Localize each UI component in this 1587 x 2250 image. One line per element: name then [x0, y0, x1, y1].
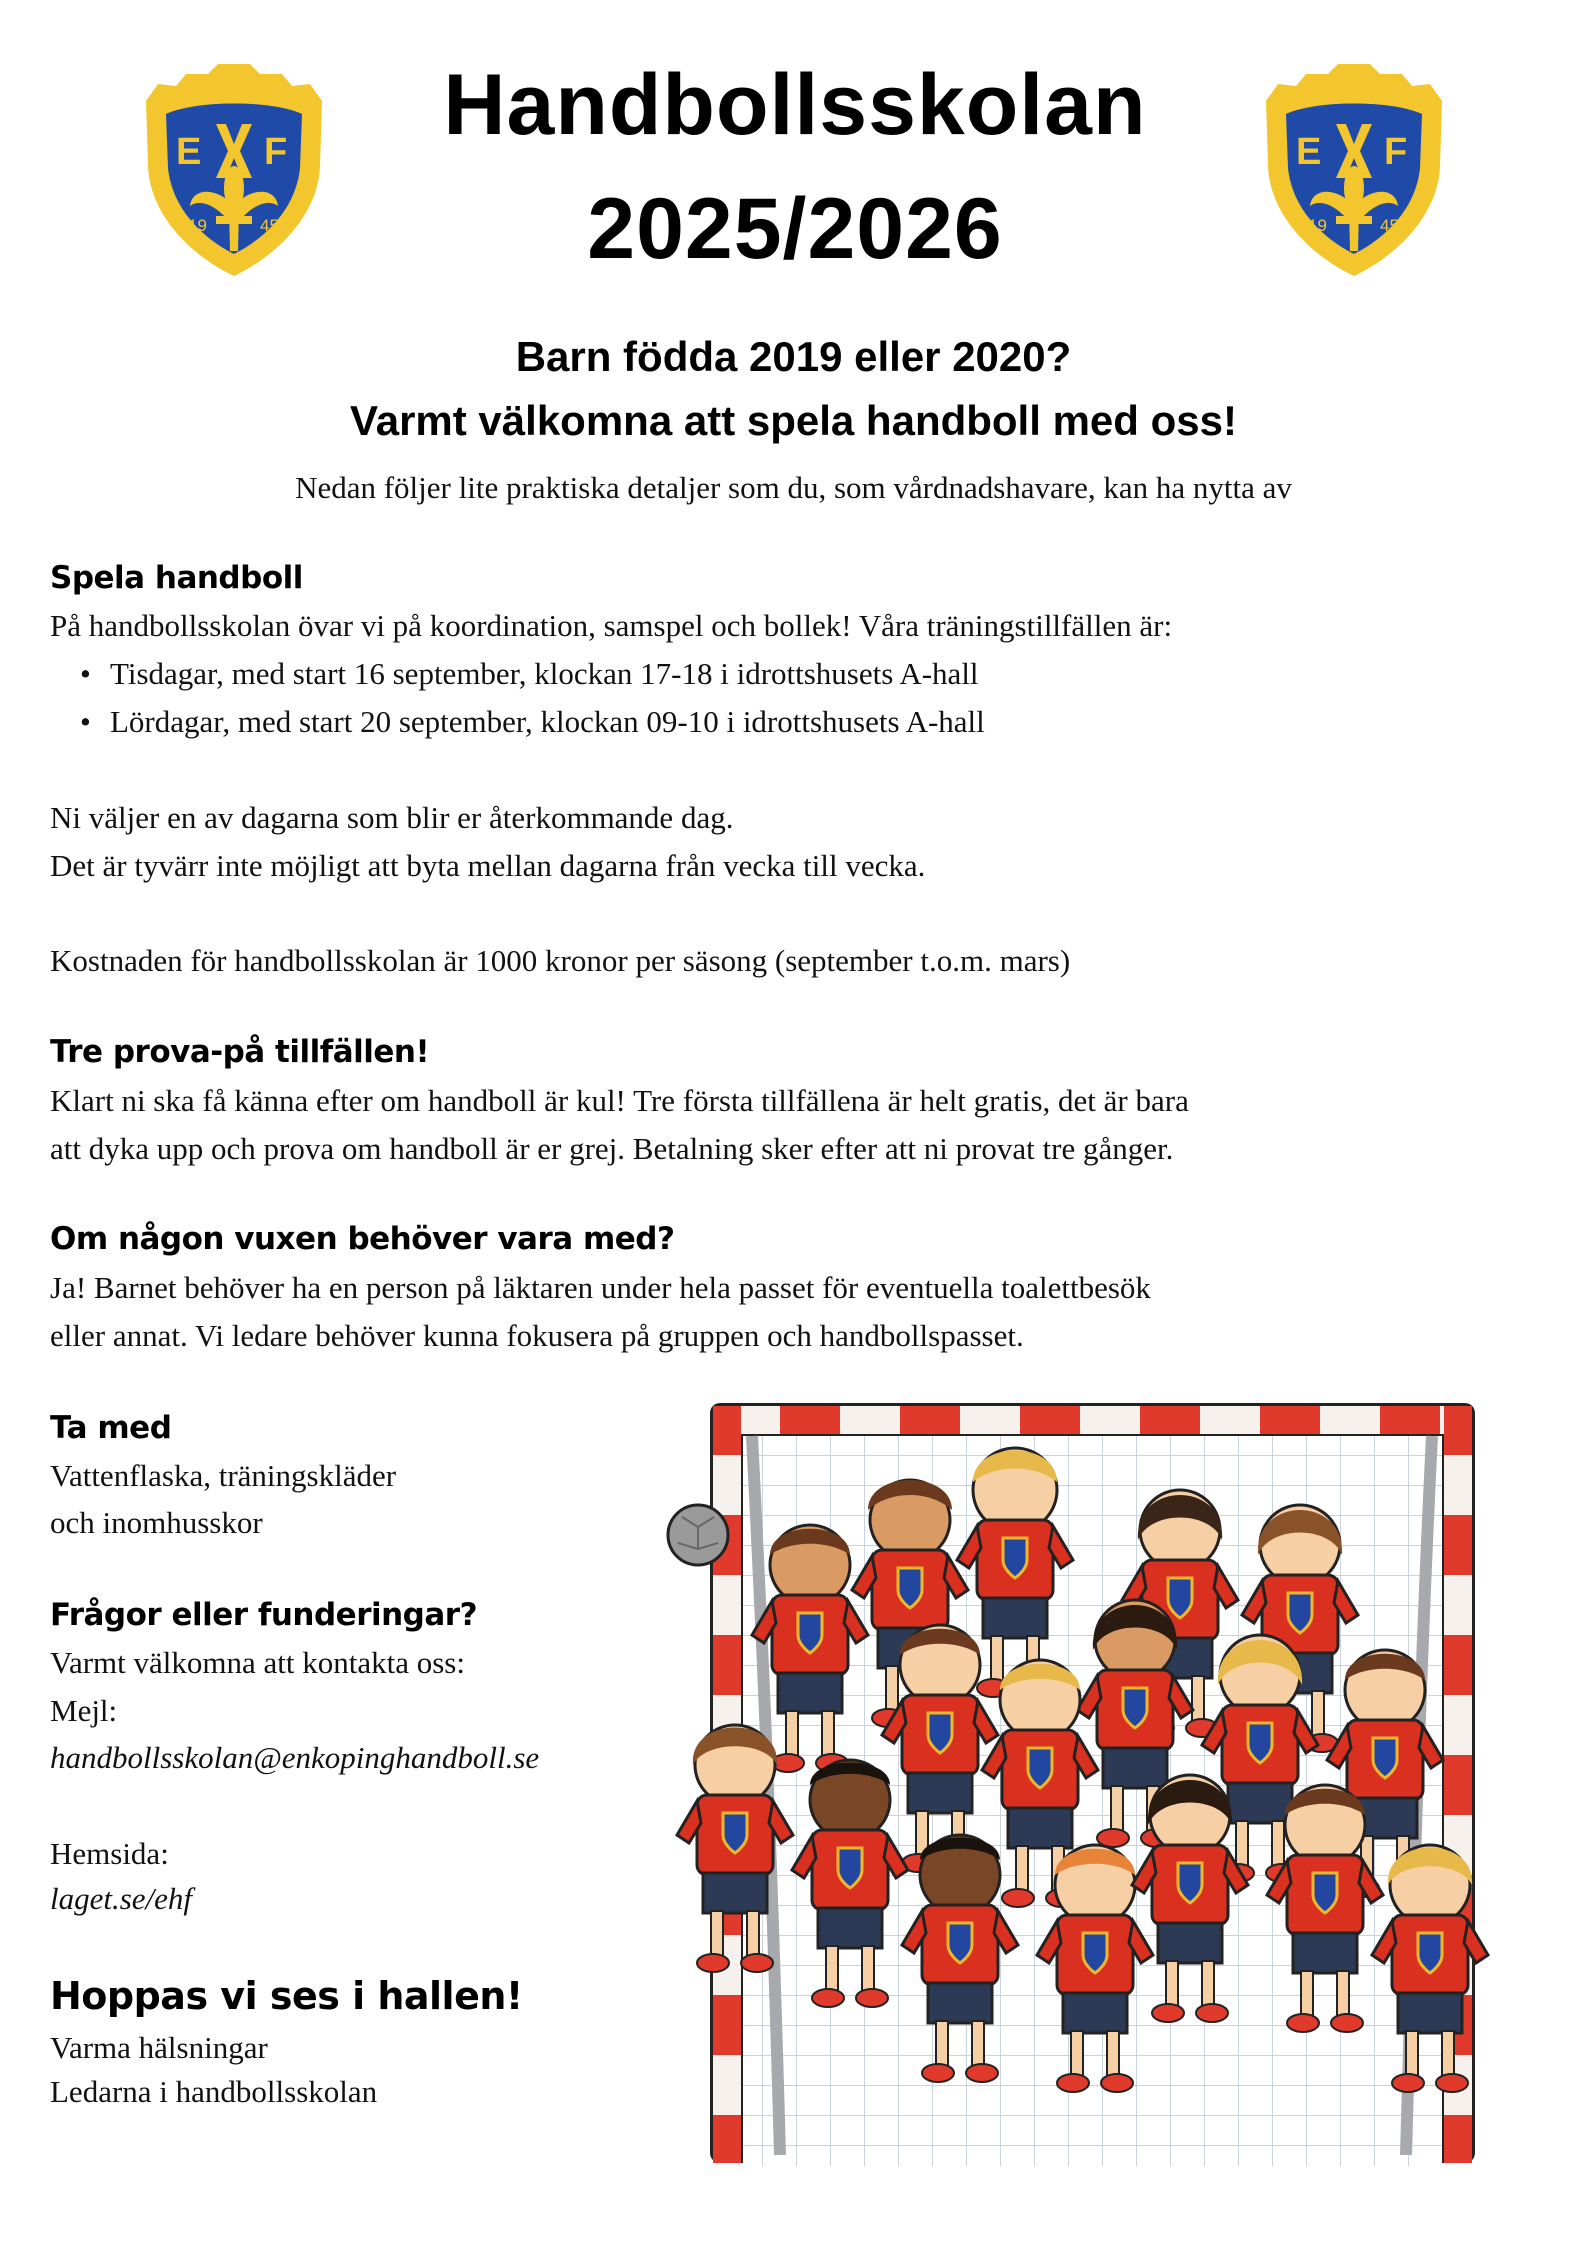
ehf-logo-right: [1256, 56, 1452, 278]
trial-text-1: Klart ni ska få känna efter om handboll är kul! Tre första tillfällena är helt gratis, det är bara: [50, 1083, 1189, 1118]
intro-lead: Nedan följer lite praktiska detaljer som du, som vårdnadshavare, kan ha nytta av: [295, 470, 1292, 505]
section-heading-adult: Om någon vuxen behöver vara med?: [50, 1221, 675, 1257]
list-item: Lördagar, med start 20 september, klockan 09-10 i idrottshusets A-hall: [110, 704, 985, 739]
adult-text-2: eller annat. Vi ledare behöver kunna fokusera på gruppen och handbollspasset.: [50, 1318, 1024, 1353]
svg-text:19: 19: [1308, 216, 1327, 235]
closing-signature: Ledarna i handbollsskolan: [50, 2074, 378, 2109]
children-handball-illustration: [660, 1395, 1520, 2245]
page-title: Handbollsskolan: [443, 57, 1147, 153]
section-heading-play: Spela handboll: [50, 560, 303, 596]
intro-question: Barn födda 2019 eller 2020?: [515, 333, 1072, 380]
svg-text:19: 19: [188, 216, 207, 235]
trial-text-2: att dyka upp och prova om handboll är er grej. Betalning sker efter att ni provat tre gånger.: [50, 1131, 1174, 1166]
section-heading-trial: Tre prova-på tillfällen!: [50, 1034, 430, 1070]
closing-heading: Hoppas vi ses i hallen!: [50, 1974, 523, 2018]
list-item: Tisdagar, med start 16 september, klockan 17-18 i idrottshusets A-hall: [110, 656, 979, 691]
ehf-crest-icon: [1256, 56, 1452, 278]
play-text: På handbollsskolan övar vi på koordination, samspel och bollek! Våra träningstillfällen är:: [50, 608, 1173, 643]
bullet-icon: •: [80, 704, 91, 739]
kids-in-goal-illustration-icon: [660, 1395, 1520, 2245]
ehf-crest-icon: [136, 56, 332, 278]
svg-text:F: F: [1384, 131, 1408, 173]
svg-text:F: F: [264, 131, 288, 173]
section-heading-questions: Frågor eller funderingar?: [50, 1597, 478, 1633]
page-title-season: 2025/2026: [587, 181, 1003, 277]
bring-text-2: och inomhusskor: [50, 1505, 263, 1540]
svg-text:E: E: [176, 131, 202, 173]
bring-text-1: Vattenflaska, träningskläder: [50, 1458, 397, 1493]
closing-greeting: Varma hälsningar: [50, 2030, 268, 2065]
bullet-icon: •: [80, 656, 91, 691]
adult-text-1: Ja! Barnet behöver ha en person på läktaren under hela passet för eventuella toalettbesök: [50, 1270, 1151, 1305]
website-link[interactable]: laget.se/ehf: [50, 1881, 193, 1916]
svg-text:E: E: [1296, 131, 1322, 173]
ehf-logo-left: [136, 56, 332, 278]
website-label: Hemsida:: [50, 1836, 169, 1871]
contact-text: Varmt välkomna att kontakta oss:: [50, 1645, 465, 1680]
email-link[interactable]: handbollsskolan@enkopinghandboll.se: [50, 1740, 540, 1775]
svg-text:45: 45: [1380, 216, 1399, 235]
email-label: Mejl:: [50, 1693, 118, 1728]
svg-text:45: 45: [260, 216, 279, 235]
no-switch-text: Det är tyvärr inte möjligt att byta mellan dagarna från vecka till vecka.: [50, 848, 926, 883]
cost-text: Kostnaden för handbollsskolan är 1000 kronor per säsong (september t.o.m. mars): [50, 943, 1071, 978]
choose-day-text: Ni väljer en av dagarna som blir er återkommande dag.: [50, 800, 734, 835]
section-heading-bring: Ta med: [50, 1410, 172, 1446]
intro-welcome: Varmt välkomna att spela handboll med oss!: [350, 397, 1237, 444]
